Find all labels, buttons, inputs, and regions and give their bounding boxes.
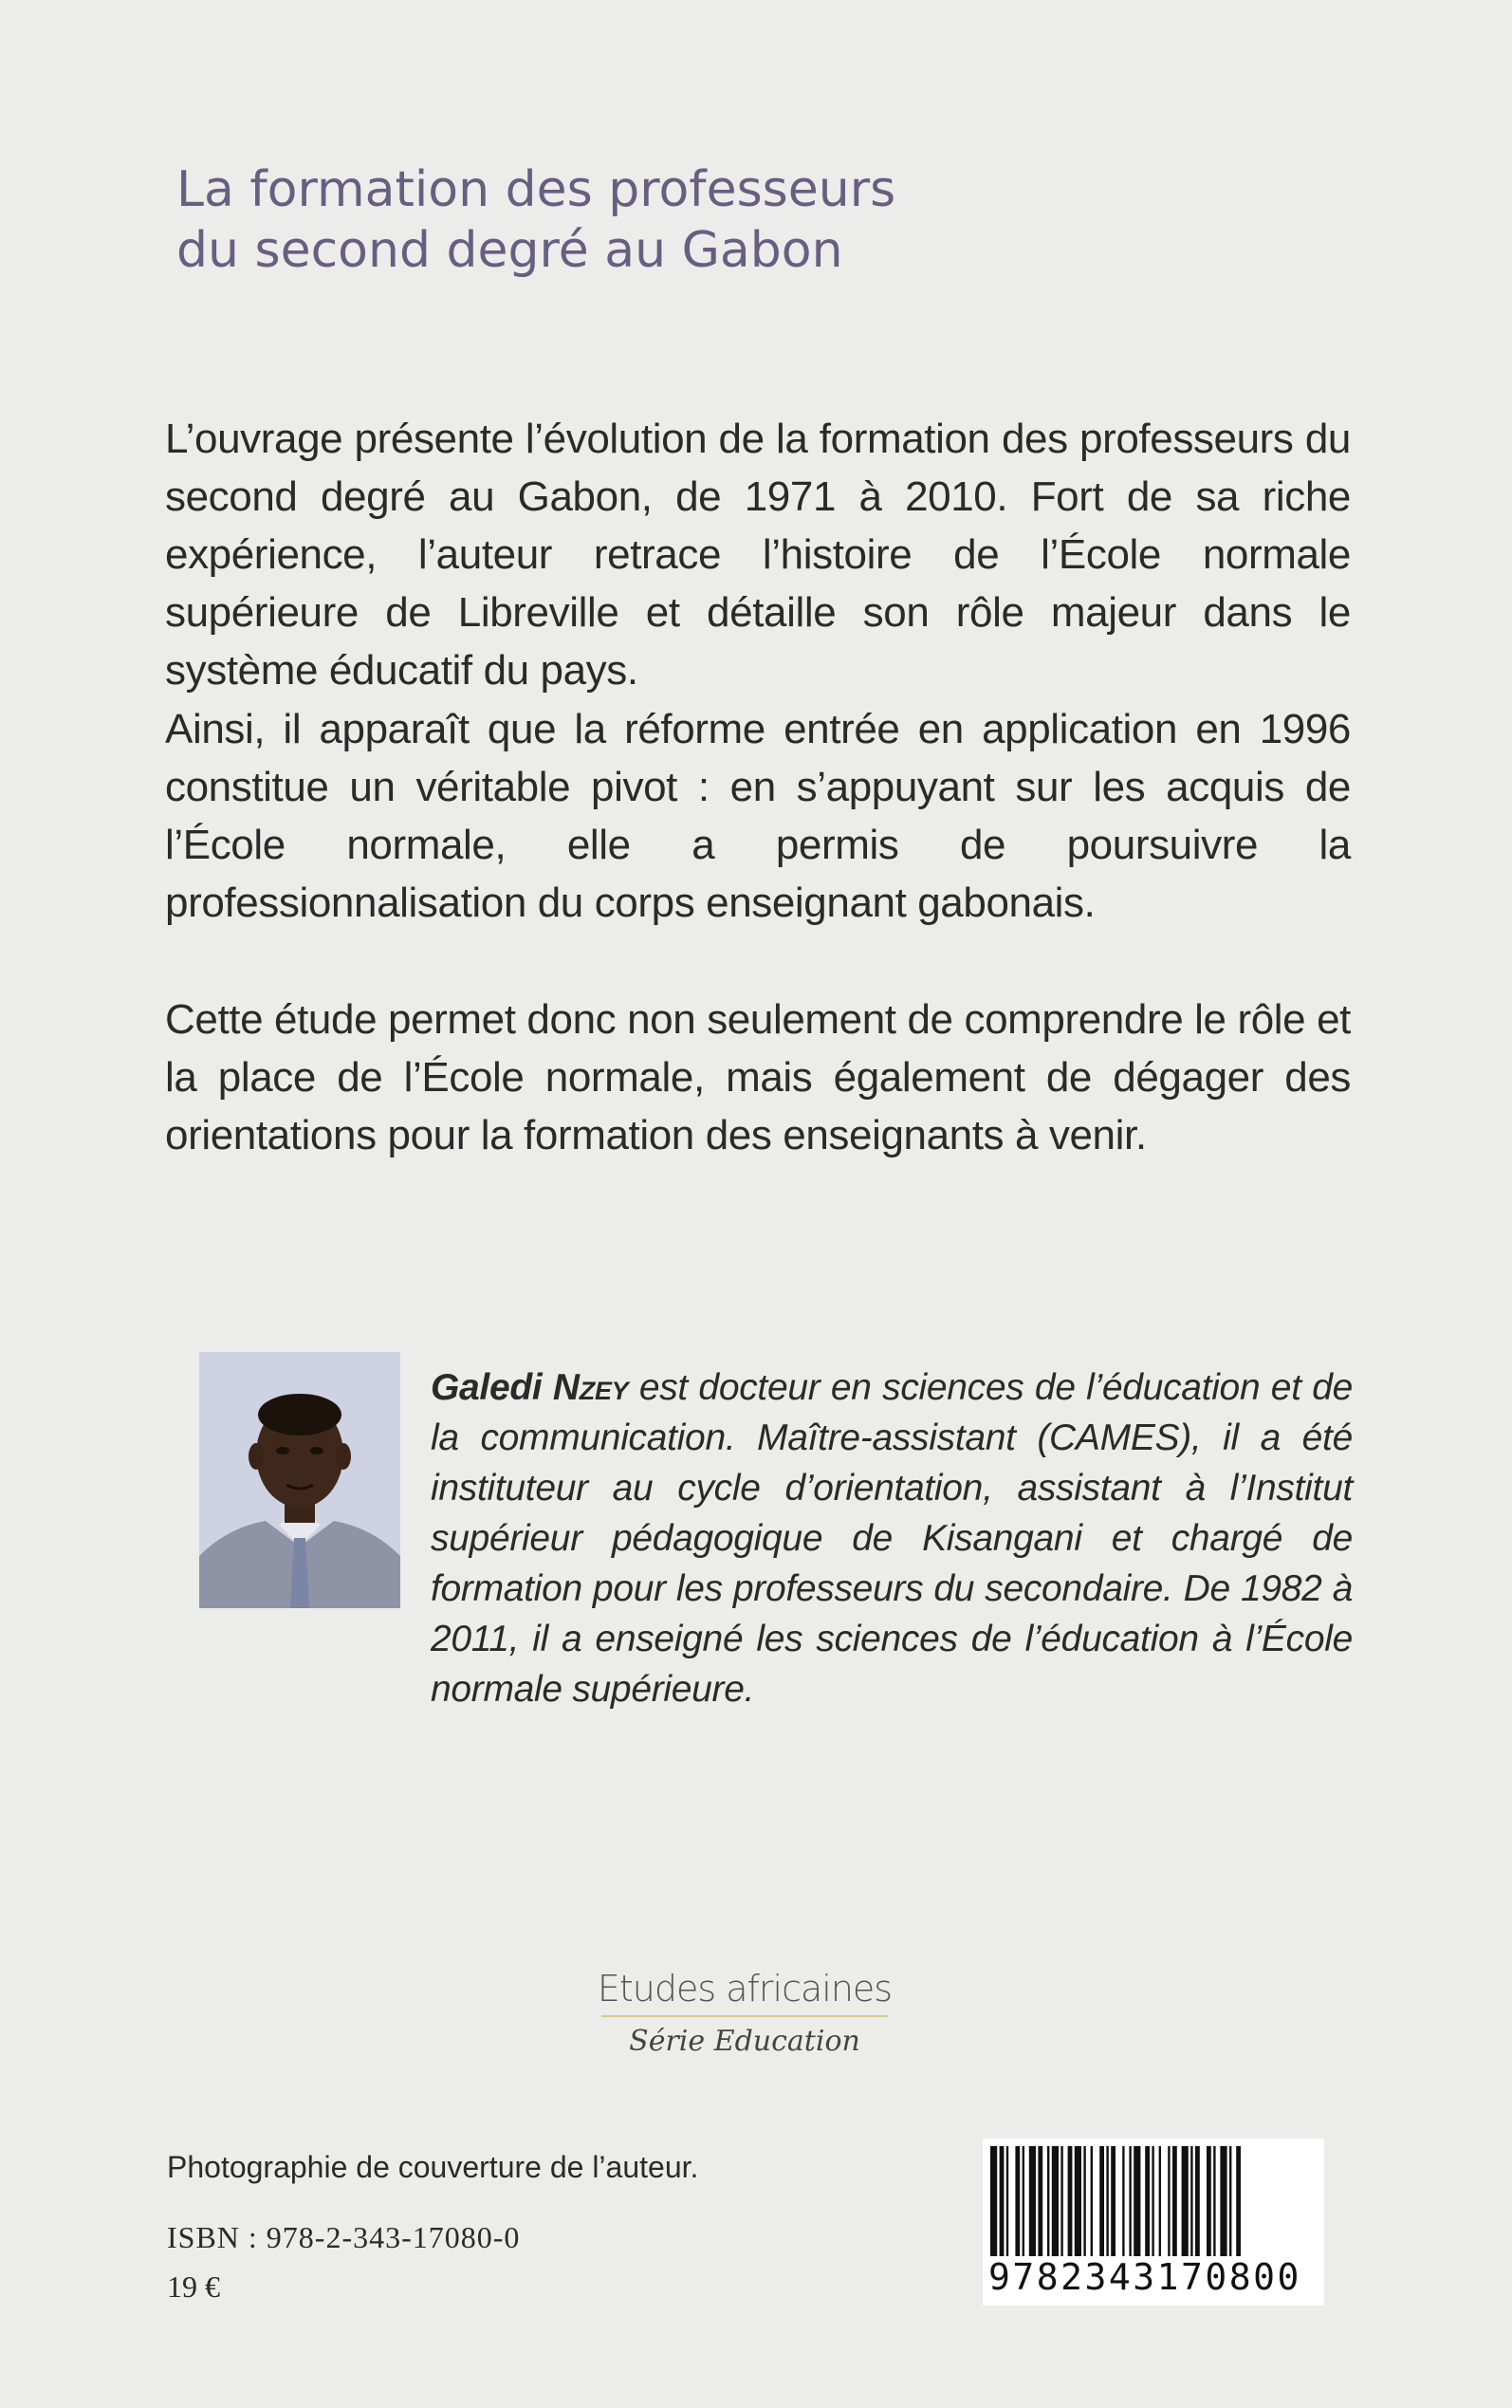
series-logo — [588, 1968, 901, 2058]
book-title — [176, 159, 1220, 281]
author-name — [431, 1367, 628, 1408]
isbn: ISBN : 978-2-343-17080-0 — [167, 2220, 521, 2254]
author-bio-text: est docteur en sciences de l’éducation et de la communication. Maître-assistant (CAMES), il a été instituteur au cycle d’orientation, assistant à l’Institut supérieur pédagogique de Kisangani et chargé de formation pour les professeurs du secondaire. De 1982 à 2011, il a enseigné les sciences de l’éducation à l’École normale supérieure. — [431, 1367, 1353, 1710]
price: 19 € — [167, 2269, 220, 2304]
summary-paragraph-1: L’ouvrage présente l’évolution de la formation des professeurs du second degré au Gabon, de 1971 à 2010. Fort de sa riche expérience, l’auteur retrace l’histoire de l’École normale supérieure de Libreville et détaille son rôle majeur dans le système éducatif du pays. — [165, 416, 1351, 694]
photo-credit: Photographie de couverture de l’auteur. — [167, 2150, 699, 2184]
author-first-name: Galedi — [431, 1367, 543, 1408]
series-name: Etudes africaines — [597, 1968, 893, 2010]
author-last-name: Nzey — [552, 1367, 629, 1408]
book-title-line-2: du second degré au Gabon — [176, 222, 843, 279]
author-bio — [194, 1362, 1353, 1714]
series-rule — [601, 2015, 888, 2017]
summary-paragraph-3: Cette étude permet donc non seulement de comprendre le rôle et la place de l’École normale, mais également de dégager des orientations pour la formation des enseignants à venir. — [165, 996, 1351, 1158]
barcode-digits: 9782343170800 — [988, 2256, 1320, 2298]
summary-paragraph-2: Ainsi, il apparaît que la réforme entrée en application en 1996 constitue un véritable pivot : en s’appuyant sur les acquis de l’École normale, elle a permis de poursuivre la professionnalisation du corps enseignant gabonais. — [165, 706, 1351, 926]
book-title-line-1: La formation des professeurs — [176, 161, 896, 218]
series-subseries: Série Education — [629, 2025, 860, 2058]
